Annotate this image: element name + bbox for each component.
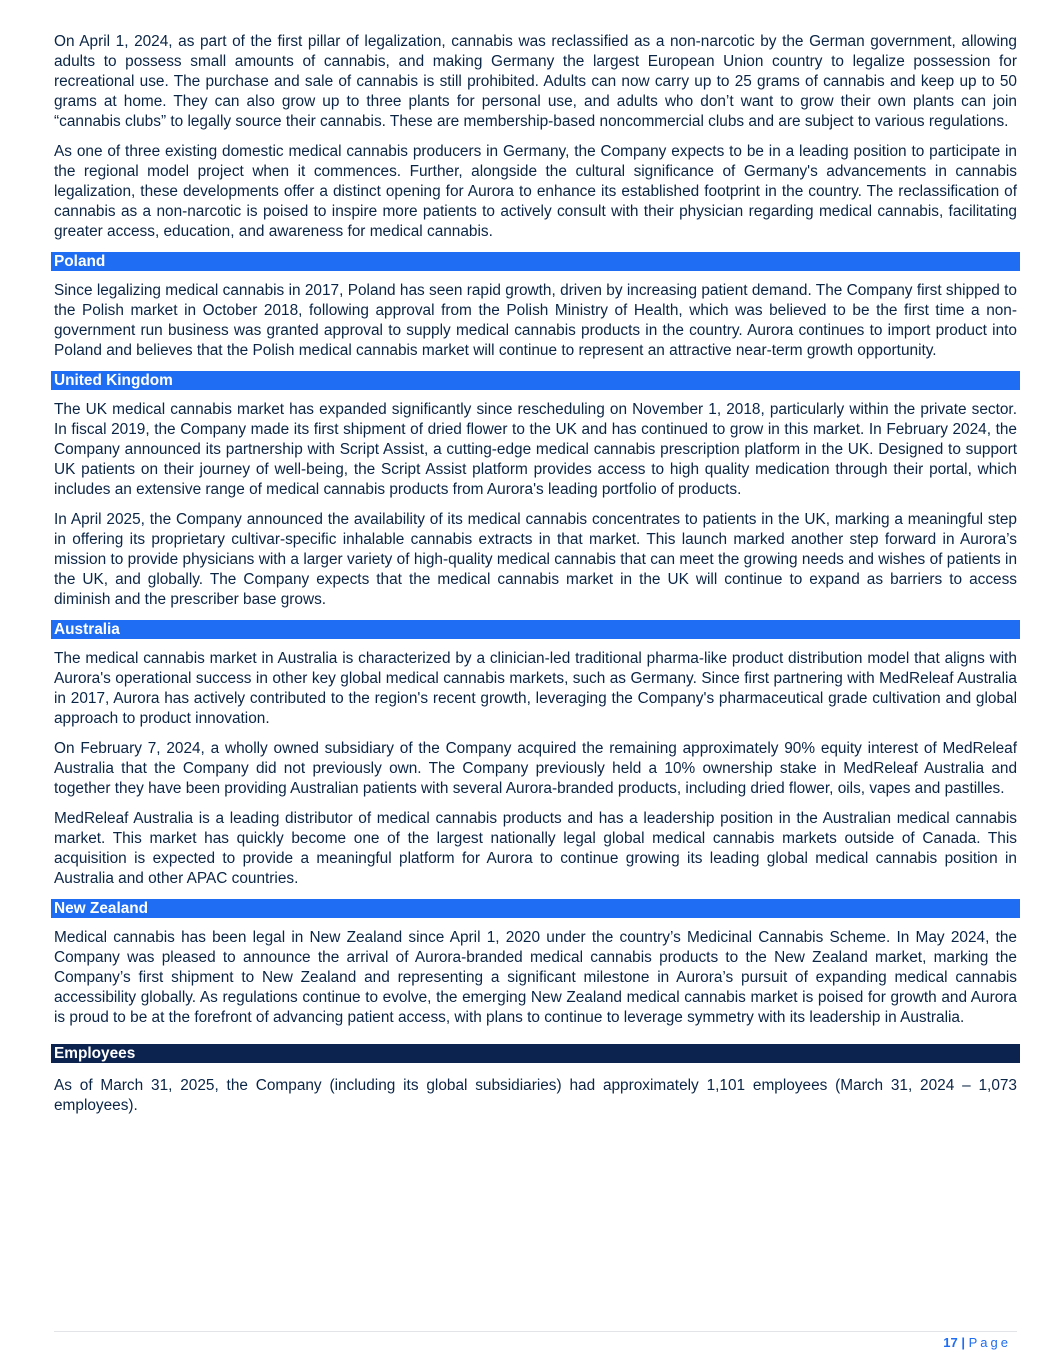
new-zealand-paragraph-1: Medical cannabis has been legal in New Zealand since April 1, 2020 under the country’s Medicinal Cannabis Scheme. In May 2024, the Company was pleased to announce the arrival of Aurora-branded medical cannabis products to the New Zealand market, marking the Company’s first shipment to New Zealand and representing a significant milestone in Aurora’s pursuit of expanding medical cannabis accessibility globally. As regulations continue to evolve, the emerging New Zealand medical cannabis market is poised for growth and Aurora is proud to be at the forefront of advancing patient access, with plans to continue to leverage symmetry with its leadership in Australia. bbox=[54, 929, 1017, 1026]
page-footer bbox=[943, 1335, 1011, 1350]
section-heading-australia: Australia bbox=[51, 620, 1020, 639]
australia-paragraph-1: The medical cannabis market in Australia is characterized by a clinician-led traditional pharma-like product distribution model that aligns with Aurora's operational success in other key global medical cannabis markets, such as Germany. Since first partnering with MedReleaf Australia in 2017, Aurora has actively contributed to the region's recent growth, leveraging the Company's pharmaceutical grade cultivation and global approach to product innovation. bbox=[54, 650, 1017, 727]
uk-paragraph-2: In April 2025, the Company announced the availability of its medical cannabis concentrates to patients in the UK, marking a meaningful step in offering its proprietary cultivar-specific inhalable cannabis extracts in that market. This launch marked another step forward in Aurora’s mission to provide physicians with a larger variety of high-quality medical cannabis that can meet the growing needs and wishes of patients in the UK, and globally. The Company expects that the medical cannabis market in the UK will continue to expand as barriers to access diminish and the prescriber base grows. bbox=[54, 511, 1017, 608]
germany-paragraph-2: As one of three existing domestic medical cannabis producers in Germany, the Company expects to be in a leading position to participate in the regional model project when it commences. Further, alongside the cultural significance of Germany's advancements in cannabis legalization, these developments offer a distinct opening for Aurora to enhance its established footprint in the country. The reclassification of cannabis as a non-narcotic is poised to inspire more patients to actively consult with their physician regarding medical cannabis, facilitating greater access, education, and awareness for medical cannabis. bbox=[54, 143, 1017, 240]
uk-paragraph-1: The UK medical cannabis market has expanded significantly since rescheduling on November 1, 2018, particularly within the private sector. In fiscal 2019, the Company made its first shipment of dried flower to the UK and has continued to grow in this market. In February 2024, the Company announced its partnership with Script Assist, a cutting-edge medical cannabis prescription platform in the UK. Designed to support UK patients on their journey of well-being, the Script Assist platform provides access to high quality medication through their portal, which includes an extensive range of medical cannabis products from Aurora's leading portfolio of products. bbox=[54, 401, 1017, 498]
employees-paragraph-1: As of March 31, 2025, the Company (including its global subsidiaries) had approximately 1,101 employees (March 31, 2024 – 1,073 employees). bbox=[54, 1077, 1017, 1114]
section-heading-new-zealand: New Zealand bbox=[51, 899, 1020, 918]
section-heading-united-kingdom: United Kingdom bbox=[51, 371, 1020, 390]
australia-paragraph-2: On February 7, 2024, a wholly owned subsidiary of the Company acquired the remaining approximately 90% equity interest of MedReleaf Australia that the Company did not previously own. The Company previously held a 10% ownership stake in MedReleaf Australia and together they have been providing Australian patients with several Aurora-branded products, including dried flower, oils, vapes and pastilles. bbox=[54, 740, 1017, 797]
australia-paragraph-3: MedReleaf Australia is a leading distributor of medical cannabis products and has a leadership position in the Australian medical cannabis market. This market has quickly become one of the largest nationally legal global medical cannabis markets outside of Canada. This acquisition is expected to provide a meaningful platform for Aurora to continue growing its leading global medical cannabis position in Australia and other APAC countries. bbox=[54, 810, 1017, 887]
page-separator: | bbox=[961, 1335, 965, 1350]
section-heading-employees: Employees bbox=[51, 1044, 1020, 1063]
page-number: 17 bbox=[943, 1335, 958, 1350]
document-page bbox=[54, 32, 1017, 1126]
page-label: Page bbox=[968, 1335, 1011, 1350]
footer-divider bbox=[54, 1331, 1017, 1332]
section-heading-poland: Poland bbox=[51, 252, 1020, 271]
poland-paragraph-1: Since legalizing medical cannabis in 2017, Poland has seen rapid growth, driven by increasing patient demand. The Company first shipped to the Polish market in October 2018, following approval from the Polish Ministry of Health, which was believed to be the first time a non-government run business was granted approval to supply medical cannabis products in the country. Aurora continues to import product into Poland and believes that the Polish medical cannabis market will continue to represent an attractive near-term growth opportunity. bbox=[54, 282, 1017, 359]
germany-paragraph-1: On April 1, 2024, as part of the first pillar of legalization, cannabis was reclassified as a non-narcotic by the German government, allowing adults to possess small amounts of cannabis, and making Germany the largest European Union country to legalize possession for recreational use. The purchase and sale of cannabis is still prohibited. Adults can now carry up to 25 grams of cannabis and keep up to 50 grams at home. They can also grow up to three plants for personal use, and adults who don’t want to grow their own plants can join “cannabis clubs” to legally source their cannabis. These are membership-based noncommercial clubs and are subject to various regulations. bbox=[54, 33, 1017, 130]
